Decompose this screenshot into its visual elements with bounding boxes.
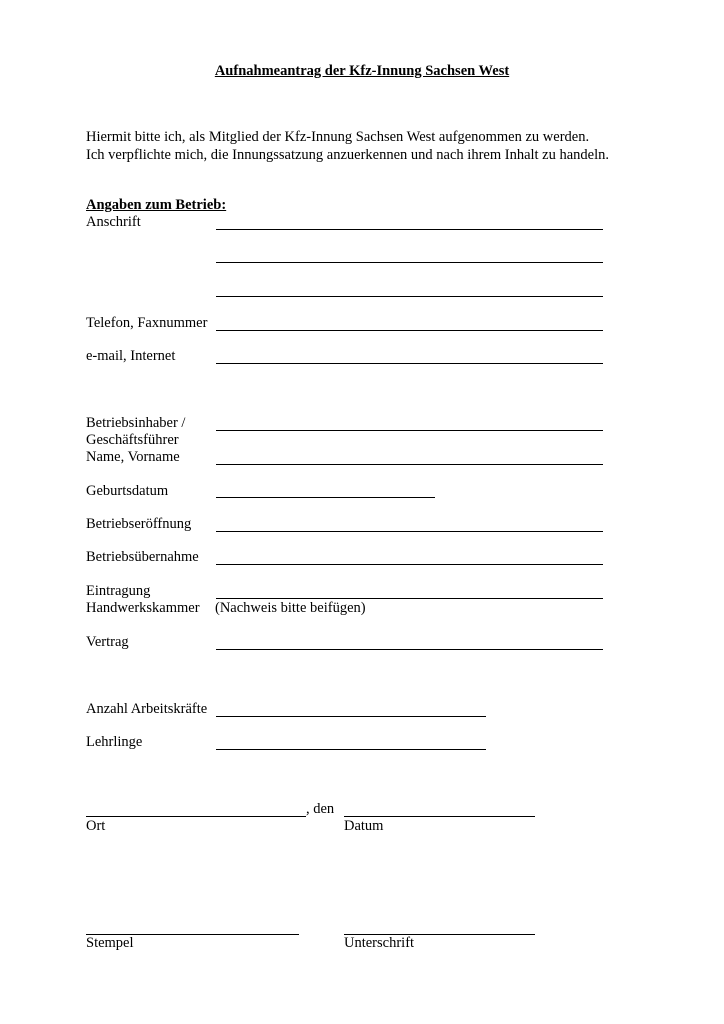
field-ort[interactable] bbox=[86, 816, 306, 817]
field-eintragung[interactable] bbox=[216, 598, 603, 599]
field-vertrag[interactable] bbox=[216, 649, 603, 650]
field-eroeffnung[interactable] bbox=[216, 531, 603, 532]
field-telefon[interactable] bbox=[216, 330, 603, 331]
label-stempel: Stempel bbox=[86, 935, 134, 951]
den-text: , den bbox=[306, 801, 335, 817]
intro-line-2: Ich verpflichte mich, die Innungssatzung anzuerkennen und nach ihrem Inhalt zu handeln. bbox=[86, 147, 610, 163]
field-uebernahme[interactable] bbox=[216, 564, 603, 565]
field-arbeitskraefte[interactable] bbox=[216, 716, 486, 717]
label-inhaber-2: Geschäftsführer bbox=[86, 432, 179, 448]
label-ort: Ort bbox=[86, 818, 106, 834]
label-uebernahme: Betriebsübernahme bbox=[86, 549, 199, 565]
nachweis-note: (Nachweis bitte beifügen) bbox=[215, 600, 366, 616]
label-arbeitskraefte: Anzahl Arbeitskräfte bbox=[86, 701, 208, 717]
label-geburtsdatum: Geburtsdatum bbox=[86, 483, 169, 499]
label-anschrift: Anschrift bbox=[86, 214, 141, 230]
field-geburtsdatum[interactable] bbox=[216, 497, 435, 498]
field-anschrift-2[interactable] bbox=[216, 262, 603, 263]
intro-line-1: Hiermit bitte ich, als Mitglied der Kfz-Innung Sachsen West aufgenommen zu werden. bbox=[86, 129, 590, 145]
field-lehrlinge[interactable] bbox=[216, 749, 486, 750]
label-email: e-mail, Internet bbox=[86, 348, 176, 364]
label-telefon: Telefon, Faxnummer bbox=[86, 315, 208, 331]
label-vertrag: Vertrag bbox=[86, 634, 129, 650]
field-inhaber-2[interactable] bbox=[216, 464, 603, 465]
field-anschrift-3[interactable] bbox=[216, 296, 603, 297]
label-eintragung-2: Handwerkskammer bbox=[86, 600, 200, 616]
field-datum[interactable] bbox=[344, 816, 535, 817]
section-heading: Angaben zum Betrieb: bbox=[86, 197, 227, 213]
field-email[interactable] bbox=[216, 363, 603, 364]
label-eroeffnung: Betriebseröffnung bbox=[86, 516, 192, 532]
field-anschrift-1[interactable] bbox=[216, 229, 603, 230]
label-inhaber-1: Betriebsinhaber / bbox=[86, 415, 186, 431]
field-inhaber-1[interactable] bbox=[216, 430, 603, 431]
page-title: Aufnahmeantrag der Kfz-Innung Sachsen West bbox=[214, 63, 510, 79]
label-unterschrift: Unterschrift bbox=[344, 935, 415, 951]
label-inhaber-3: Name, Vorname bbox=[86, 449, 180, 465]
label-datum: Datum bbox=[344, 818, 384, 834]
label-lehrlinge: Lehrlinge bbox=[86, 734, 143, 750]
label-eintragung-1: Eintragung bbox=[86, 583, 151, 599]
